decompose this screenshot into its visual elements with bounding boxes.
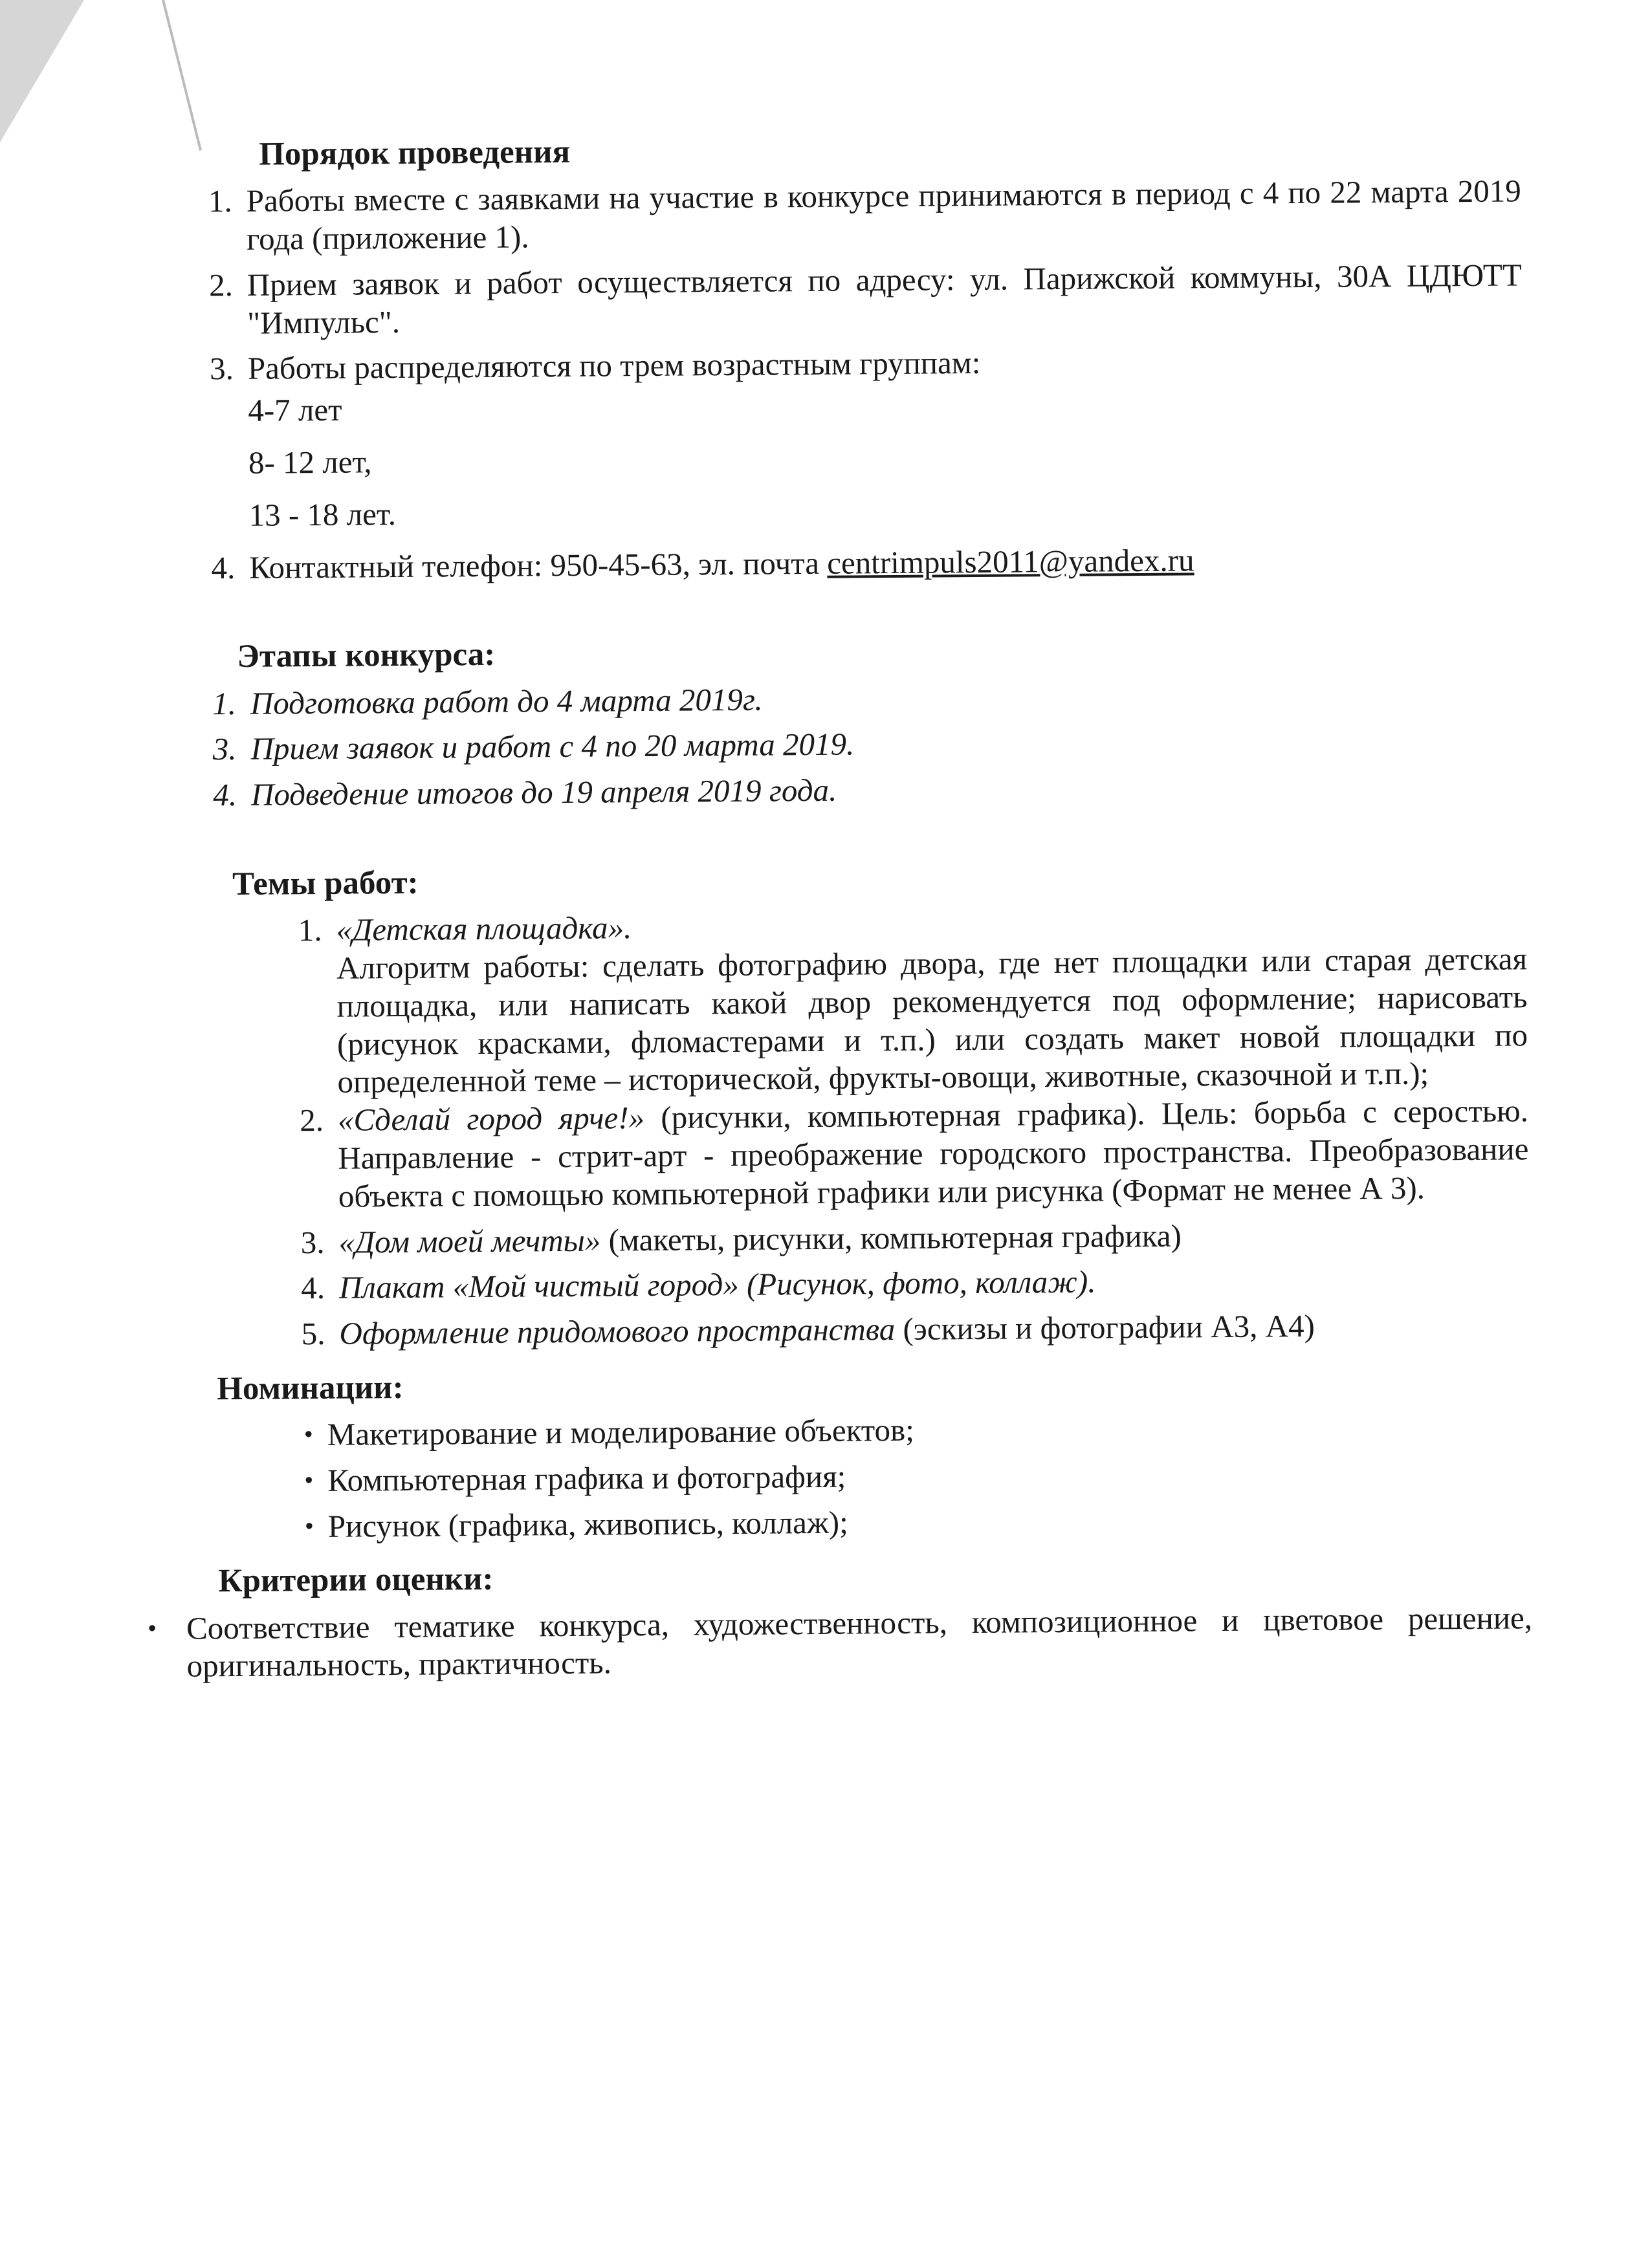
theme-entry (338, 1092, 1529, 1216)
scan-fold-line (162, 0, 202, 151)
list-number: 4. (301, 1270, 325, 1306)
nominations-list (159, 1406, 1532, 1547)
bullet: • (147, 1613, 157, 1642)
theme-title: «Дом моей мечты» (338, 1222, 601, 1260)
procedure-list (149, 173, 1524, 588)
list-item (149, 173, 1522, 259)
list-item (153, 675, 1525, 723)
contact-item (152, 539, 1524, 587)
contact-email-link[interactable]: centrimpuls2011@yandex.ru (827, 541, 1194, 581)
bullet: • (304, 1510, 314, 1540)
list-text: Компьютерная графика и фотография; (327, 1458, 846, 1498)
list-text: Прием заявок и работ осуществляется по адресу: ул. Парижской коммуны, 30А ЦДЮТТ "Импульс". (247, 257, 1522, 341)
theme-title: «Сделай город ярче!» (337, 1100, 645, 1138)
list-item (155, 902, 1528, 1103)
list-item (159, 1406, 1531, 1455)
list-text: Работы распределяются по трем возрастным группам: (247, 345, 981, 387)
list-number: 4. (213, 777, 237, 813)
section-title-nominations: Номинации: (216, 1369, 404, 1408)
section-title-themes: Темы работ: (232, 864, 419, 902)
list-number: 1. (298, 912, 322, 948)
section-title-criteria: Критерии оценки: (218, 1561, 494, 1600)
list-item (158, 1305, 1530, 1354)
scan-shadow-corner (0, 0, 84, 142)
age-group: 4-7 лет (248, 391, 342, 428)
list-number: 2. (299, 1102, 324, 1139)
list-number: 1. (212, 685, 237, 721)
stages-list (153, 675, 1526, 815)
age-group: 8- 12 лет, (248, 444, 372, 481)
theme-description: (эскизы и фотографии А3, А4) (895, 1307, 1315, 1347)
list-item (160, 1498, 1532, 1547)
document-content (149, 125, 1533, 1694)
theme-title: «Детская площадка». (336, 910, 632, 948)
list-number: 2. (208, 267, 234, 303)
list-item (148, 1599, 1533, 1686)
theme-description: (рисунки, компьютерная графика). Цель: борьба с серостью. Направление - стрит-арт - преображение городского пространства. Преобразование объекта с помощью компьютерной графики или рисунка (Формат не менее А 3). (338, 1093, 1529, 1214)
list-item (153, 721, 1525, 769)
age-group: 13 - 18 лет. (248, 496, 397, 533)
list-item (150, 256, 1523, 343)
theme-title: Плакат «Мой чистый город» (Рисунок, фото, коллаж). (338, 1263, 1096, 1306)
bullet: • (303, 1419, 313, 1449)
list-number: 3. (212, 731, 237, 767)
list-number: 3. (209, 351, 234, 387)
list-text: Работы вместе с заявками на участие в конкурсе принимаются в период с 4 по 22 марта 2019 года (приложение 1). (246, 173, 1521, 257)
contact-label: Контактный телефон: 950-45-63, эл. почта (249, 545, 828, 585)
list-item (154, 766, 1526, 814)
contact-text (249, 539, 1524, 587)
section-title-stages: Этапы конкурса: (237, 637, 496, 675)
list-number: 4. (211, 549, 236, 585)
list-item (157, 1092, 1529, 1217)
theme-entry (336, 902, 1528, 1101)
list-number: 5. (301, 1316, 325, 1352)
theme-title: Оформление придомового пространства (339, 1311, 896, 1351)
theme-description: (макеты, рисунки, компьютерная графика) (600, 1217, 1182, 1258)
theme-entry (339, 1305, 1530, 1353)
bullet: • (304, 1465, 314, 1495)
list-text: Макетирование и моделирование объектов; (327, 1412, 915, 1452)
theme-entry (338, 1214, 1529, 1261)
list-text: Прием заявок и работ с 4 по 20 марта 2019. (250, 726, 855, 767)
section-title-procedure: Порядок проведения (259, 133, 571, 173)
list-item (158, 1260, 1530, 1309)
list-item (159, 1452, 1531, 1501)
list-item (157, 1214, 1529, 1263)
theme-description: Алгоритм работы: сделать фотографию двора, где нет площадки или старая детская площадка, или написать какой двор рекомендуется под оформление; нарисовать (рисунок красками, фломастерами и т.п.) или создать макет новой площадки по определенной теме – исторической, фрукты-овощи, животные, сказочной и т.п.); (336, 941, 1528, 1100)
list-text: Рисунок (графика, живопись, коллаж); (327, 1504, 848, 1544)
criteria-text: Соответствие тематике конкурса, художественность, композиционное и цветовое решение, оригинальность, практичность. (186, 1599, 1533, 1685)
list-text: Подготовка работ до 4 марта 2019г. (250, 681, 763, 721)
list-number: 1. (208, 183, 233, 219)
list-item (151, 340, 1523, 389)
themes-list (155, 902, 1530, 1354)
list-text: Подведение итогов до 19 апреля 2019 года. (250, 772, 837, 812)
criteria-list (148, 1599, 1533, 1686)
list-number: 3. (300, 1224, 325, 1260)
